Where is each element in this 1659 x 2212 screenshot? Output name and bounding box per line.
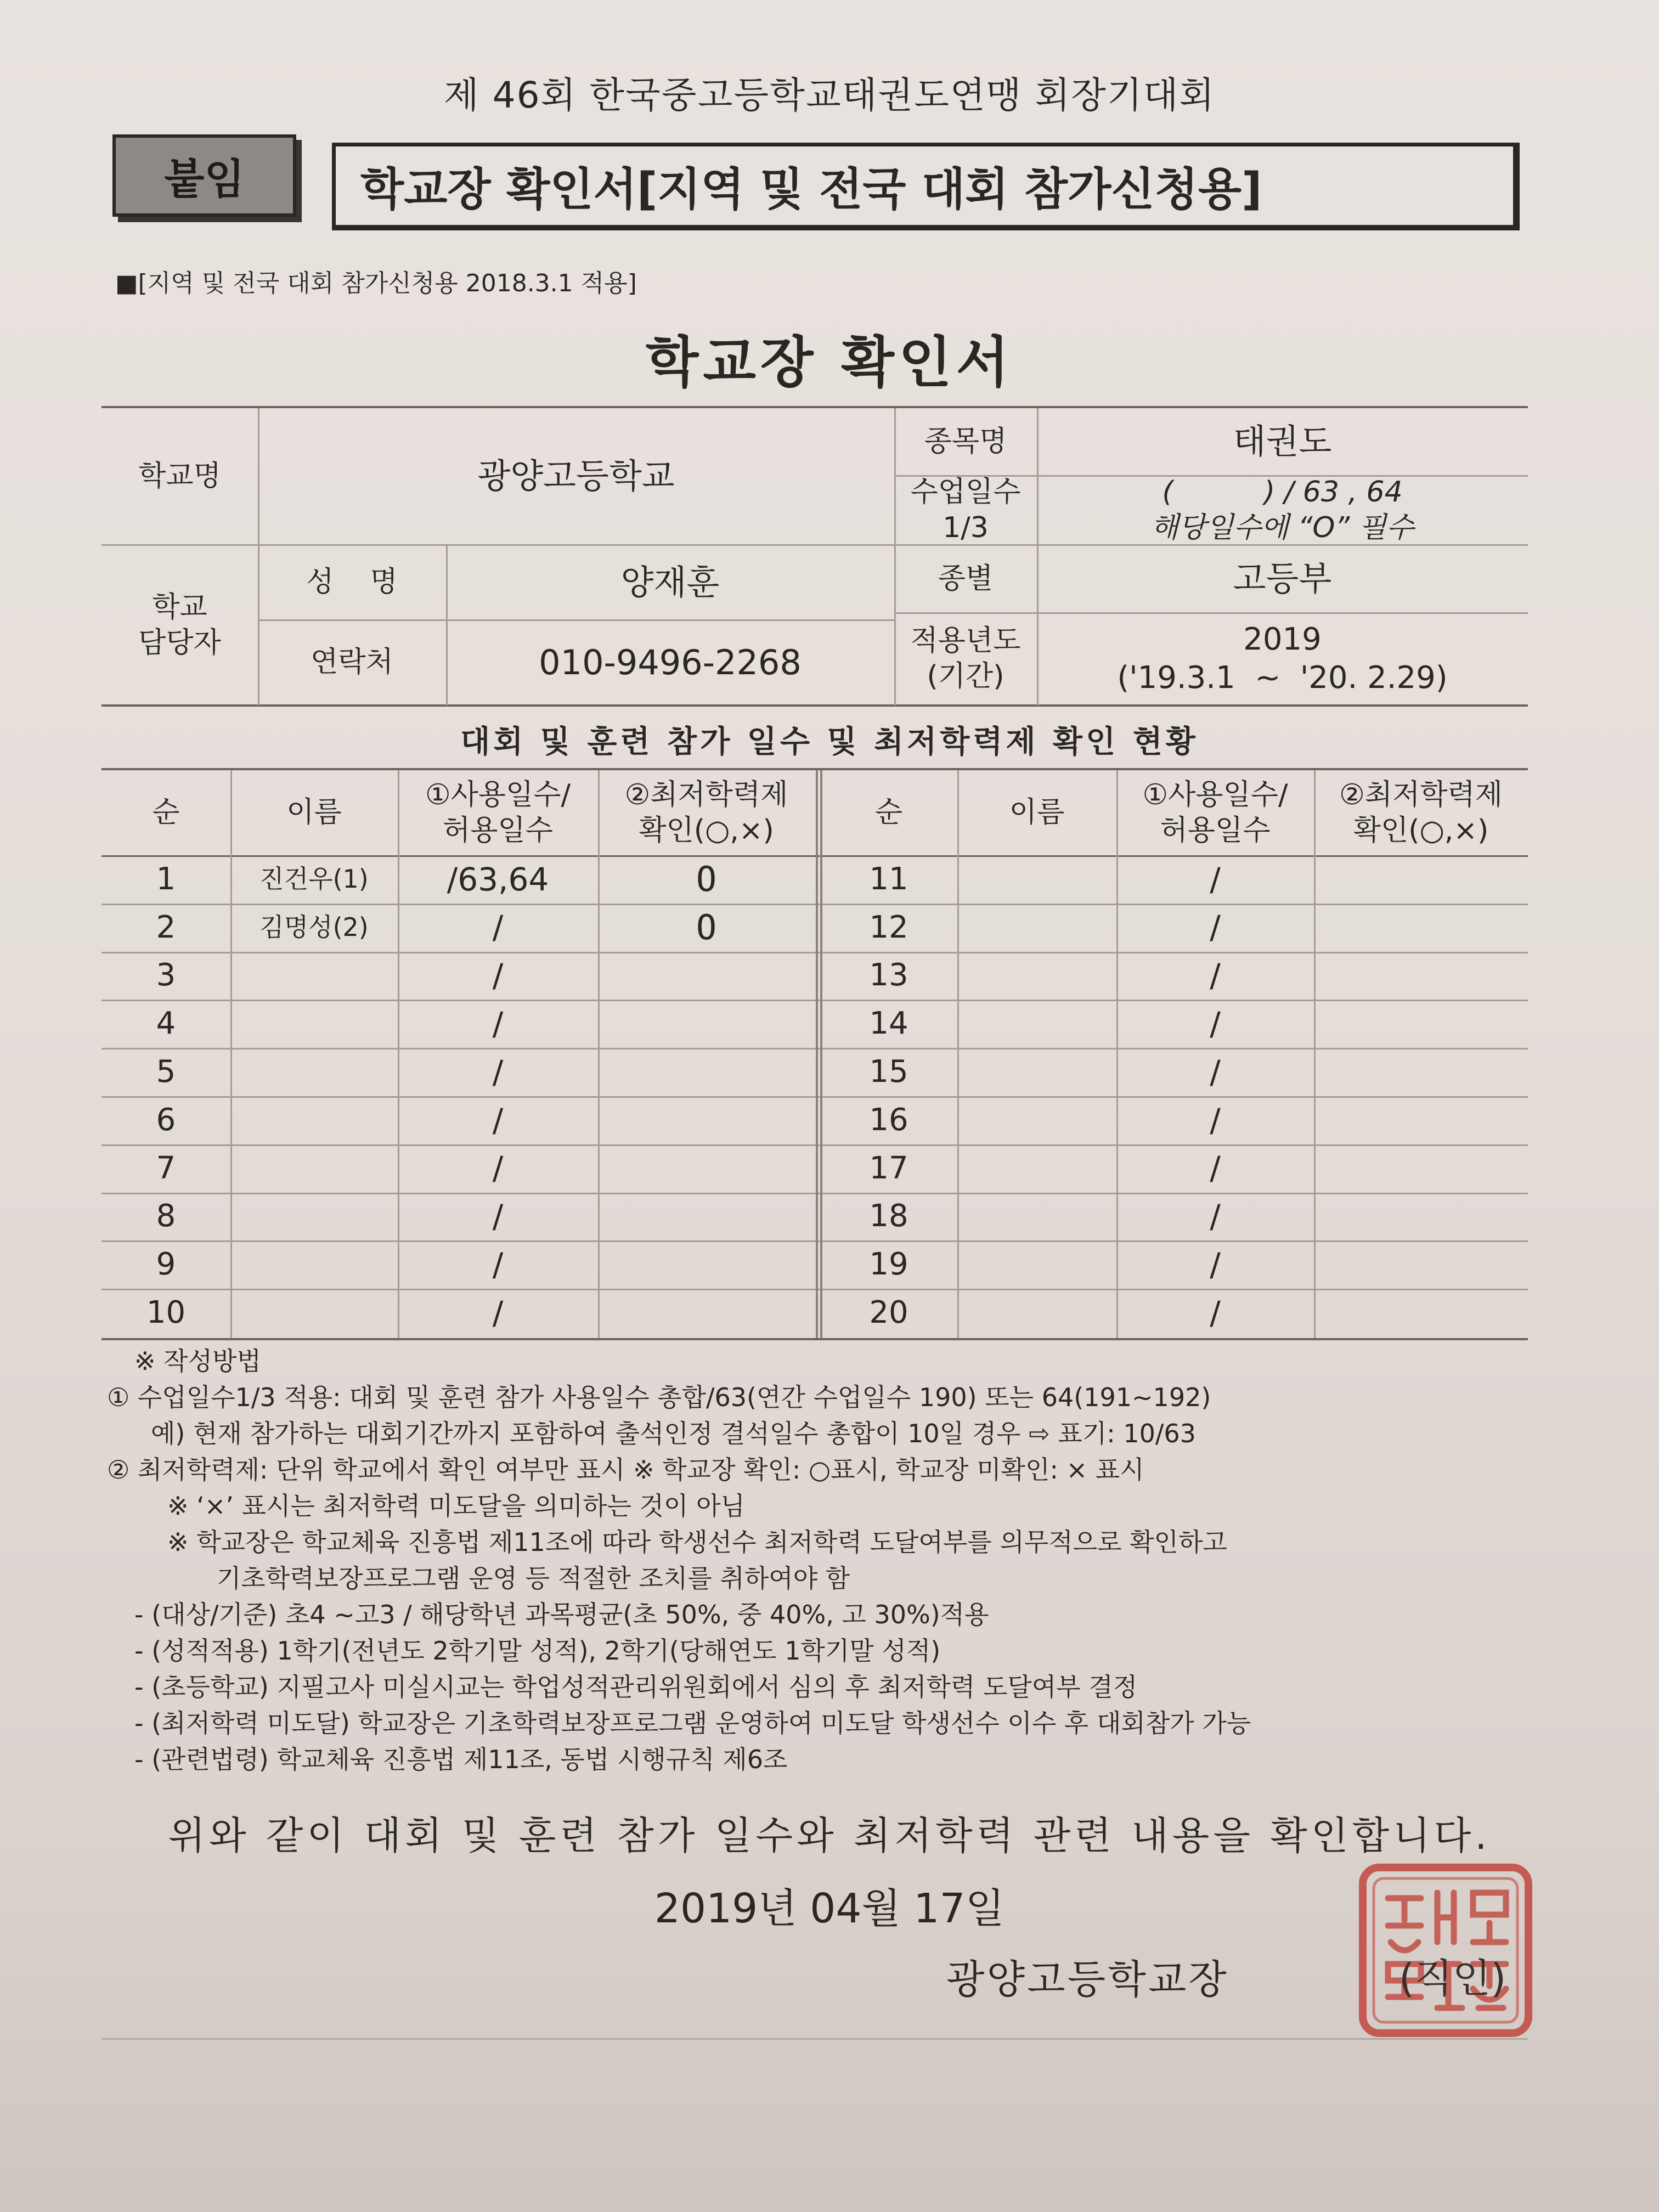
grid-header-check: ②최저학력제 확인(○,×): [624, 778, 788, 847]
row-number: 19: [869, 1246, 909, 1283]
row-number: 20: [869, 1295, 909, 1331]
student-name: [230, 1193, 398, 1241]
student-name: [230, 1000, 398, 1048]
grid-header-num: 순: [152, 796, 180, 829]
school-info-table: [101, 406, 1528, 707]
row-number: 13: [869, 957, 909, 994]
student-name: [957, 904, 1116, 952]
row-number: 15: [869, 1054, 909, 1090]
school-days-note: 해당일수에 “O” 필수: [1150, 511, 1414, 544]
row-number: 17: [869, 1150, 909, 1186]
grid-header-num: 순: [874, 796, 903, 829]
grid-line: [816, 770, 818, 1338]
student-name: 진건우(1): [259, 864, 369, 894]
used-allowed-days: /: [1210, 1246, 1221, 1284]
academic-check-mark: [1314, 1096, 1528, 1144]
issue-date: 2019년 04월 17일: [654, 1885, 1005, 1932]
student-name: [230, 1096, 398, 1144]
academic-check-mark: [598, 1289, 815, 1337]
instruction-line: ※ ‘×’ 표시는 최저학력 미도달을 의미하는 것이 아님: [167, 1491, 745, 1521]
bottom-rule: [101, 2038, 1528, 2040]
student-name: [230, 1289, 398, 1337]
used-allowed-days: /: [492, 1101, 504, 1139]
row-number: 1: [156, 861, 176, 897]
grid-header-name: 이름: [1009, 796, 1065, 829]
used-allowed-days: /: [492, 1294, 504, 1331]
instruction-line: ② 최저학력제: 단위 학교에서 확인 여부만 표시 ※ 학교장 확인: ○표시, 학교장 미확인: × 표시: [107, 1455, 1144, 1485]
academic-check-mark: [1314, 1289, 1528, 1337]
principal-title: 광양고등학교장: [946, 1956, 1229, 2002]
student-name: [230, 952, 398, 1000]
row-number: 6: [156, 1102, 176, 1138]
student-name: [957, 1289, 1116, 1337]
event-label: 종목명: [924, 425, 1007, 458]
used-allowed-days: /: [1210, 957, 1221, 995]
academic-check-mark: [1314, 1193, 1528, 1241]
school-days-value: ( ) / 63 , 64: [1162, 476, 1403, 509]
school-days-label: 수업일수 1/3: [910, 476, 1021, 544]
instructions: [107, 1343, 1544, 1778]
used-allowed-days: /63,64: [447, 860, 549, 898]
used-allowed-days: /: [492, 1198, 504, 1235]
student-name: [230, 1240, 398, 1289]
used-allowed-days: /: [492, 909, 504, 946]
academic-check-mark: [1314, 1144, 1528, 1193]
attachment-badge: 붙임: [112, 134, 296, 217]
row-number: 3: [156, 957, 176, 994]
student-name: [957, 1240, 1116, 1289]
used-allowed-days: /: [1210, 909, 1221, 946]
row-number: 11: [869, 861, 909, 897]
row-number: 9: [156, 1246, 176, 1283]
year-label: 적용년도 (기간): [910, 624, 1021, 693]
row-number: 7: [156, 1150, 176, 1186]
student-name: [230, 1144, 398, 1193]
used-allowed-days: /: [492, 1053, 504, 1091]
contact-label: 연락처: [311, 646, 393, 679]
instruction-line: 기초학력보장프로그램 운영 등 적절한 조치를 취하여야 함: [217, 1564, 850, 1593]
student-name: [957, 1048, 1116, 1096]
year-value: 2019: [1243, 622, 1322, 657]
academic-check-mark: [1314, 904, 1528, 952]
academic-check-mark: [1314, 1048, 1528, 1096]
division-value: 고등부: [1233, 558, 1332, 599]
row-number: 16: [869, 1102, 909, 1138]
used-allowed-days: /: [1210, 1198, 1221, 1235]
instruction-line: 예) 현재 참가하는 대회기간까지 포함하여 출석인정 결석일수 총합이 10일 경우 ⇨ 표기: 10/63: [151, 1419, 1196, 1448]
student-name: 김명성(2): [259, 912, 369, 942]
instruction-line: ※ 학교장은 학교체육 진흥법 제11조에 따라 학생선수 최저학력 도달여부를 의무적으로 확인하고: [167, 1527, 1227, 1557]
instruction-line: - (대상/기준) 초4 ~고3 / 해당학년 과목평균(초 50%, 중 40%, 고 30%)적용: [134, 1600, 989, 1629]
confirmation-text: 위와 같이 대회 및 훈련 참가 일수와 최저학력 관련 내용을 확인합니다.: [168, 1813, 1491, 1858]
academic-check-mark: [598, 1000, 815, 1048]
year-cell: [1037, 613, 1528, 704]
instruction-line: - (최저학력 미도달) 학교장은 기초학력보장프로그램 운영하여 미도달 학생선수 이수 후 대회참가 가능: [134, 1708, 1251, 1738]
row-number: 5: [156, 1054, 176, 1090]
school-days-cell: [1037, 476, 1528, 544]
used-allowed-days: /: [492, 1149, 504, 1187]
student-name: [957, 1193, 1116, 1241]
student-name: [957, 855, 1116, 904]
academic-check-mark: O: [696, 907, 717, 947]
used-allowed-days: /: [1210, 860, 1221, 898]
used-allowed-days: /: [1210, 1005, 1221, 1043]
division-label: 종별: [938, 562, 994, 595]
instruction-line: - (관련법령) 학교체육 진흥법 제11조, 동법 시행규칙 제6조: [134, 1745, 788, 1774]
school-name-value: 광양고등학교: [477, 456, 675, 496]
row-number: 18: [869, 1198, 909, 1234]
academic-check-mark: [598, 1193, 815, 1241]
instruction-line: - (성적적용) 1학기(전년도 2학기말 성적), 2학기(당해연도 1학기말 성적): [134, 1636, 941, 1666]
school-name-label: 학교명: [138, 459, 221, 493]
student-name: [957, 1000, 1116, 1048]
used-allowed-days: /: [492, 957, 504, 995]
academic-check-mark: [598, 952, 815, 1000]
event-title: 제 46회 한국중고등학교태권도연맹 회장기대회: [443, 74, 1216, 116]
used-allowed-days: /: [1210, 1101, 1221, 1139]
academic-check-mark: [1314, 1240, 1528, 1289]
academic-check-mark: [598, 1144, 815, 1193]
academic-check-mark: O: [696, 859, 717, 900]
instruction-line: ① 수업일수1/3 적용: 대회 및 훈련 참가 사용일수 총합/63(연간 수업일수 190) 또는 64(191~192): [107, 1383, 1211, 1412]
student-name: [957, 952, 1116, 1000]
form-title-box: 학교장 확인서[지역 및 전국 대회 참가신청용]: [332, 143, 1520, 230]
manager-name-value: 양재훈: [620, 562, 720, 602]
academic-check-mark: [1314, 952, 1528, 1000]
event-value: 태권도: [1233, 421, 1332, 462]
used-allowed-days: /: [1210, 1053, 1221, 1091]
seal-label: (직인): [1399, 1955, 1506, 2001]
academic-check-mark: [598, 1048, 815, 1096]
participation-grid: [101, 768, 1528, 1340]
grid-header-days: ①사용일수/ 허용일수: [425, 778, 571, 847]
manager-label: 학교 담당자: [138, 591, 221, 659]
manager-name-label: 성 명: [306, 566, 398, 599]
used-allowed-days: /: [492, 1005, 504, 1043]
student-name: [957, 1096, 1116, 1144]
row-number: 2: [156, 909, 176, 945]
grid-header-days: ①사용일수/ 허용일수: [1142, 778, 1288, 847]
form-version-note: ■[지역 및 전국 대회 참가신청용 2018.3.1 적용]: [115, 269, 637, 297]
instruction-line: - (초등학교) 지필고사 미실시교는 학업성적관리위원회에서 심의 후 최저학력 도달여부 결정: [134, 1672, 1138, 1702]
grid-header-check: ②최저학력제 확인(○,×): [1339, 778, 1503, 847]
academic-check-mark: [598, 1096, 815, 1144]
row-number: 4: [156, 1006, 176, 1042]
instruction-heading: ※ 작성방법: [134, 1346, 261, 1376]
used-allowed-days: /: [1210, 1149, 1221, 1187]
document-title: 학교장 확인서: [645, 330, 1014, 394]
student-name: [957, 1144, 1116, 1193]
used-allowed-days: /: [1210, 1294, 1221, 1331]
section-title: 대회 및 훈련 참가 일수 및 최저학력제 확인 현황: [460, 724, 1199, 760]
row-number: 10: [146, 1295, 186, 1331]
contact-value: 010-9496-2268: [539, 642, 802, 682]
academic-check-mark: [598, 1240, 815, 1289]
year-period: ('19.3.1 ~ '20. 2.29): [1117, 660, 1448, 696]
academic-check-mark: [1314, 855, 1528, 904]
used-allowed-days: /: [492, 1246, 504, 1284]
academic-check-mark: [1314, 1000, 1528, 1048]
row-number: 14: [869, 1006, 909, 1042]
row-number: 8: [156, 1198, 176, 1234]
row-number: 12: [869, 909, 909, 945]
student-name: [230, 1048, 398, 1096]
grid-header-name: 이름: [286, 796, 342, 829]
